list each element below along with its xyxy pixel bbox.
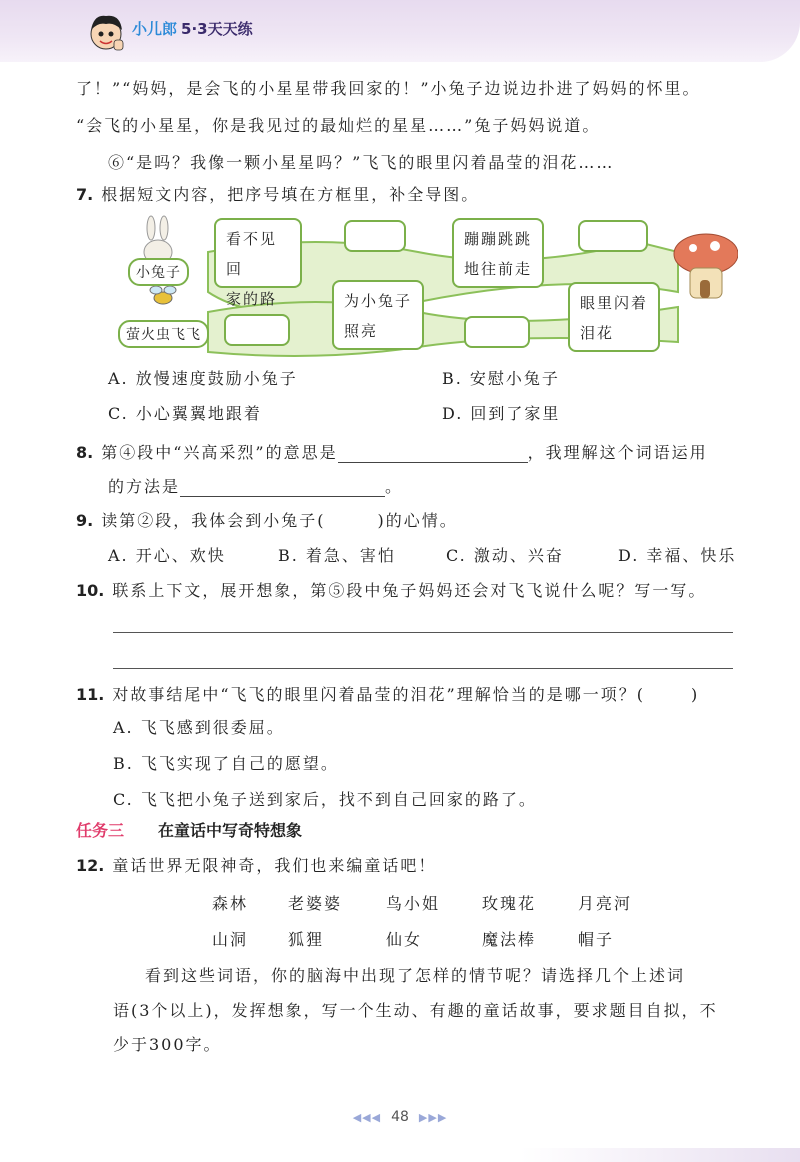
map-box-text: 眼里闪着 bbox=[580, 294, 649, 312]
map-box-text: 为小兔子 bbox=[344, 292, 413, 310]
map-box-bottom-2 bbox=[332, 280, 424, 350]
answer-box-top-2[interactable] bbox=[344, 220, 406, 252]
right-arrows-icon: ▶▶▶ bbox=[418, 1111, 448, 1124]
question-number: 12. bbox=[76, 856, 105, 875]
question-7 bbox=[76, 182, 479, 205]
question-number: 7. bbox=[76, 185, 94, 204]
prompt-line-2: 语(3个以上)，发挥想象，写一个生动、有趣的童话故事，要求题目自拟，不 bbox=[113, 1001, 718, 1020]
question-12 bbox=[76, 853, 436, 876]
bottom-decoration bbox=[520, 1148, 800, 1162]
question-text: 的方法是 bbox=[108, 477, 181, 496]
word-item: 鸟小姐 bbox=[386, 894, 441, 913]
q9-option-d: D. 幸福、快乐 bbox=[618, 546, 737, 565]
q9-option-a: A. 开心、欢快 bbox=[108, 546, 226, 565]
q11-option-a: A. 飞飞感到很委屈。 bbox=[113, 718, 285, 737]
question-text: ，我理解这个词语运用 bbox=[527, 443, 708, 462]
question-text: 根据短文内容，把序号填在方框里，补全导图。 bbox=[101, 185, 480, 204]
question-8 bbox=[76, 440, 708, 463]
series-name: 5·3天天练 bbox=[181, 20, 253, 38]
map-box-text: 看不见回 bbox=[226, 230, 278, 278]
word-item: 玫瑰花 bbox=[482, 894, 537, 913]
rabbit-label: 小兔子 bbox=[128, 258, 189, 286]
question-number: 8. bbox=[76, 443, 94, 462]
question-8-cont bbox=[108, 474, 403, 497]
question-text: 读第②段，我体会到小兔子( bbox=[101, 511, 326, 530]
page-footer bbox=[0, 1109, 800, 1125]
map-box-bottom-4 bbox=[568, 282, 660, 352]
map-box-text: 照亮 bbox=[344, 322, 379, 340]
map-box-text: 蹦蹦跳跳 bbox=[464, 230, 533, 248]
q7-option-a: A. 放慢速度鼓励小兔子 bbox=[108, 369, 298, 388]
question-text: ) bbox=[690, 685, 700, 704]
answer-line-2[interactable] bbox=[113, 668, 733, 669]
task-label: 任务三 bbox=[76, 821, 125, 840]
brand-name: 小儿郎 bbox=[132, 20, 178, 38]
word-item: 森林 bbox=[212, 894, 249, 913]
question-text: 联系上下文，展开想象，第⑤段中兔子妈妈还会对飞飞说什么呢？写一写。 bbox=[112, 581, 707, 600]
boy-mascot-icon bbox=[84, 10, 128, 54]
question-number: 10. bbox=[76, 581, 105, 600]
word-item: 月亮河 bbox=[578, 894, 633, 913]
question-text: 对故事结尾中“飞飞的眼里闪着晶莹的泪花”理解恰当的是哪一项？( bbox=[112, 685, 645, 704]
q9-option-b: B. 着急、害怕 bbox=[278, 546, 396, 565]
word-item: 帽子 bbox=[578, 930, 615, 949]
question-text: )的心情。 bbox=[377, 511, 458, 530]
map-box-text: 地往前走 bbox=[464, 260, 533, 278]
q11-option-c: C. 飞飞把小兔子送到家后，找不到自己回家的路了。 bbox=[113, 790, 537, 809]
rabbit-icon bbox=[144, 216, 172, 264]
story-line-2: “会飞的小星星，你是我见过的最灿烂的星星……”兔子妈妈说道。 bbox=[76, 116, 601, 135]
map-box-top-3 bbox=[452, 218, 544, 288]
answer-box-top-4[interactable] bbox=[578, 220, 648, 252]
prompt-line-3: 少于300字。 bbox=[113, 1035, 222, 1054]
answer-box-bottom-1[interactable] bbox=[224, 314, 290, 346]
question-text: 第④段中“兴高采烈”的意思是 bbox=[101, 443, 338, 462]
story-line-1: 了！”“妈妈，是会飞的小星星带我回家的！”小兔子边说边扑进了妈妈的怀里。 bbox=[76, 79, 701, 98]
q7-option-c: C. 小心翼翼地跟着 bbox=[108, 404, 262, 423]
page-number: 48 bbox=[391, 1109, 409, 1125]
question-text: 童话世界无限神奇，我们也来编童话吧！ bbox=[112, 856, 437, 875]
answer-blank[interactable] bbox=[338, 444, 528, 463]
q9-option-c: C. 激动、兴奋 bbox=[446, 546, 564, 565]
firefly-icon bbox=[150, 286, 176, 304]
story-line-3: ⑥“是吗？我像一颗小星星吗？”飞飞的眼里闪着晶莹的泪花…… bbox=[108, 153, 615, 172]
word-item: 老婆婆 bbox=[288, 894, 343, 913]
word-item: 仙女 bbox=[386, 930, 423, 949]
mind-map-diagram bbox=[118, 212, 738, 362]
header-title bbox=[132, 18, 253, 39]
map-box-text: 泪花 bbox=[580, 324, 615, 342]
q7-option-d: D. 回到了家里 bbox=[442, 404, 561, 423]
prompt-line-1: 看到这些词语，你的脑海中出现了怎样的情节呢？请选择几个上述词 bbox=[145, 966, 686, 985]
answer-line-1[interactable] bbox=[113, 632, 733, 633]
left-arrows-icon: ◀◀◀ bbox=[352, 1111, 382, 1124]
question-number: 9. bbox=[76, 511, 94, 530]
map-box-text: 家的路 bbox=[226, 290, 278, 308]
mushroom-house-icon bbox=[674, 234, 738, 298]
firefly-label: 萤火虫飞飞 bbox=[118, 320, 209, 348]
answer-blank[interactable] bbox=[180, 478, 385, 497]
question-9 bbox=[76, 508, 458, 531]
question-10 bbox=[76, 578, 706, 601]
word-item: 狐狸 bbox=[288, 930, 325, 949]
map-box-top-1 bbox=[214, 218, 302, 308]
question-11 bbox=[76, 682, 699, 705]
word-item: 山洞 bbox=[212, 930, 249, 949]
task-title: 在童话中写奇特想象 bbox=[158, 821, 303, 840]
question-number: 11. bbox=[76, 685, 105, 704]
answer-box-bottom-3[interactable] bbox=[464, 316, 530, 348]
question-text: 。 bbox=[385, 477, 404, 496]
word-item: 魔法棒 bbox=[482, 930, 537, 949]
q7-option-b: B. 安慰小兔子 bbox=[442, 369, 560, 388]
q11-option-b: B. 飞飞实现了自己的愿望。 bbox=[113, 754, 339, 773]
